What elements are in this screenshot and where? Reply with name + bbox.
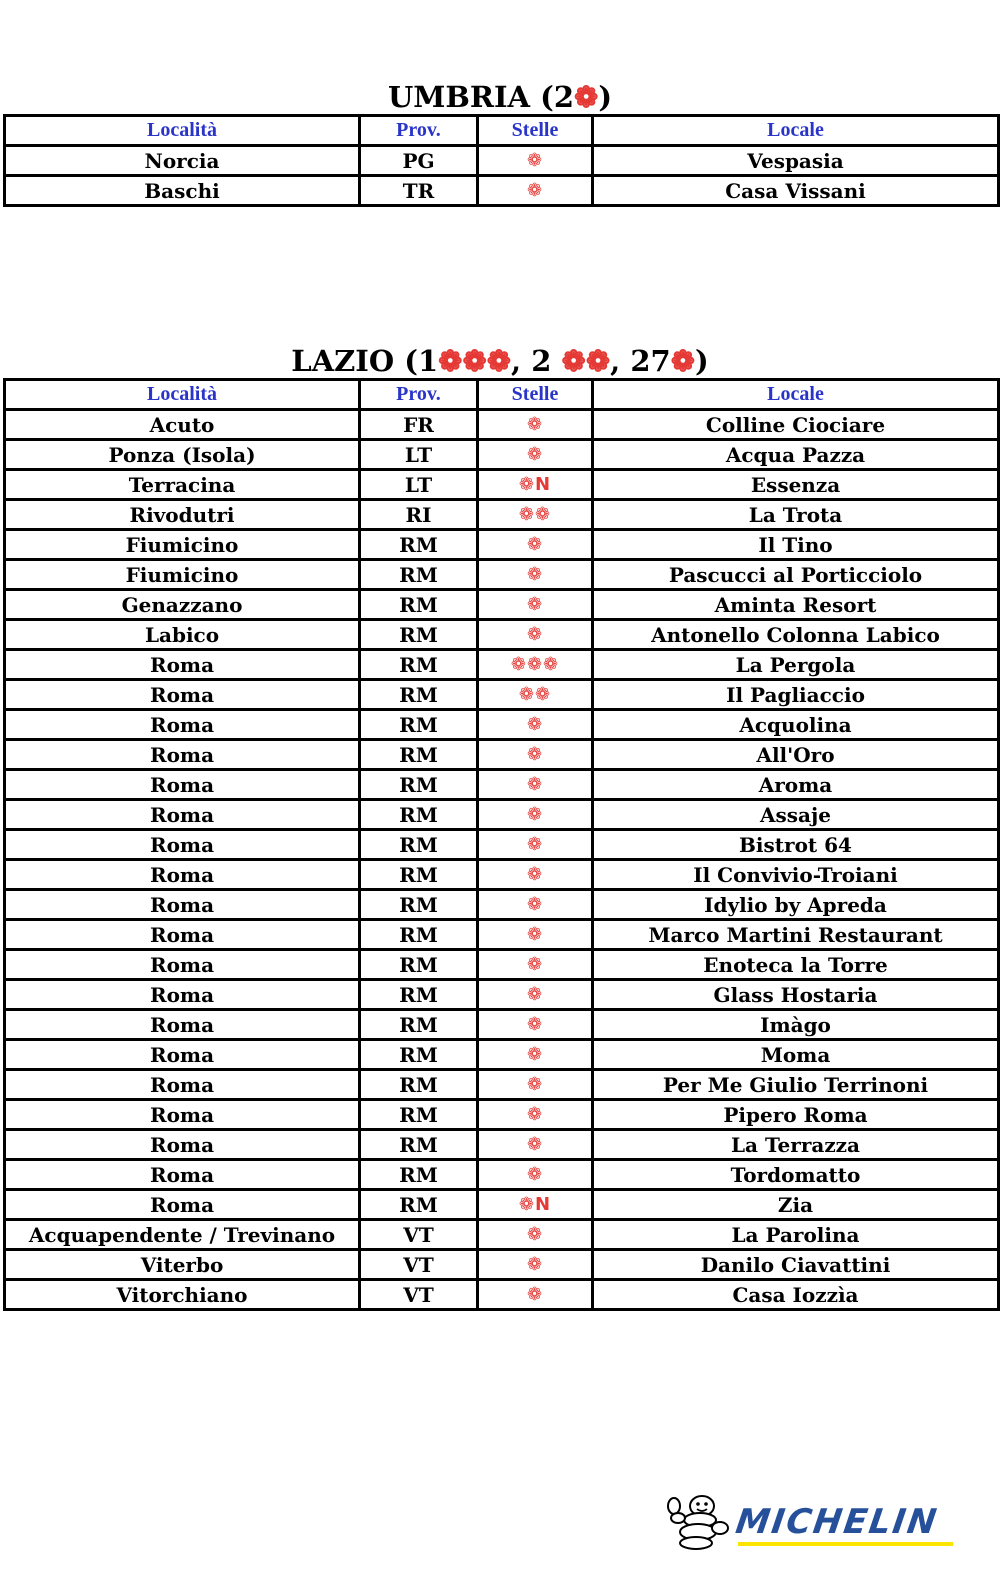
cell-prov: VT xyxy=(360,1250,478,1280)
cell-locale: La Pergola xyxy=(593,650,999,680)
cell-locale: Casa Vissani xyxy=(593,176,999,206)
cell-stelle: ❁❁❁ xyxy=(478,650,593,680)
table-row xyxy=(5,860,999,890)
cell-localita: Roma xyxy=(5,710,360,740)
cell-stelle: ❁ xyxy=(478,560,593,590)
table-row xyxy=(5,560,999,590)
table-row xyxy=(5,1070,999,1100)
cell-stelle: ❁ xyxy=(478,1280,593,1310)
cell-prov: RM xyxy=(360,530,478,560)
cell-localita: Fiumicino xyxy=(5,560,360,590)
cell-localita: Norcia xyxy=(5,146,360,176)
cell-stelle: ❁ xyxy=(478,1100,593,1130)
cell-stelle: ❁ xyxy=(478,770,593,800)
cell-stelle: ❁ xyxy=(478,176,593,206)
cell-prov: RM xyxy=(360,950,478,980)
umbria-section-title: UMBRIA (2❁) xyxy=(387,80,613,114)
table-row xyxy=(5,1100,999,1130)
cell-stelle: ❁ xyxy=(478,146,593,176)
cell-prov: RM xyxy=(360,560,478,590)
cell-prov: RM xyxy=(360,1100,478,1130)
cell-prov: RI xyxy=(360,500,478,530)
cell-localita: Rivodutri xyxy=(5,500,360,530)
cell-locale: Colline Ciociare xyxy=(593,410,999,440)
cell-stelle: ❁❁ xyxy=(478,500,593,530)
cell-localita: Roma xyxy=(5,770,360,800)
cell-stelle: ❁ xyxy=(478,710,593,740)
cell-stelle: ❁ xyxy=(478,860,593,890)
cell-localita: Roma xyxy=(5,980,360,1010)
michelin-logo xyxy=(660,1492,960,1554)
cell-locale: Glass Hostaria xyxy=(593,980,999,1010)
cell-localita: Genazzano xyxy=(5,590,360,620)
cell-localita: Baschi xyxy=(5,176,360,206)
cell-locale: Pascucci al Porticciolo xyxy=(593,560,999,590)
cell-locale: La Parolina xyxy=(593,1220,999,1250)
cell-locale: La Trota xyxy=(593,500,999,530)
header-prov: Prov. xyxy=(360,380,478,410)
table-row xyxy=(5,740,999,770)
table-row xyxy=(5,920,999,950)
table-row xyxy=(5,1280,999,1310)
table-row xyxy=(5,890,999,920)
cell-localita: Fiumicino xyxy=(5,530,360,560)
cell-stelle: ❁ xyxy=(478,590,593,620)
michelin-star-icon: ❁ xyxy=(670,344,695,378)
table-row xyxy=(5,680,999,710)
table-row xyxy=(5,650,999,680)
cell-locale: La Terrazza xyxy=(593,1130,999,1160)
cell-stelle: ❁ xyxy=(478,980,593,1010)
lazio-table xyxy=(3,378,1000,1311)
cell-localita: Roma xyxy=(5,1190,360,1220)
table-row xyxy=(5,800,999,830)
table-row xyxy=(5,440,999,470)
cell-prov: RM xyxy=(360,1160,478,1190)
michelin-wordmark: MICHELIN xyxy=(733,1502,941,1542)
table-row xyxy=(5,950,999,980)
cell-locale: Bistrot 64 xyxy=(593,830,999,860)
cell-stelle: ❁ xyxy=(478,1130,593,1160)
table-row xyxy=(5,770,999,800)
cell-prov: RM xyxy=(360,590,478,620)
cell-localita: Roma xyxy=(5,680,360,710)
table-row xyxy=(5,1040,999,1070)
cell-localita: Roma xyxy=(5,1100,360,1130)
cell-stelle: ❁ xyxy=(478,1010,593,1040)
cell-prov: RM xyxy=(360,620,478,650)
table-row xyxy=(5,620,999,650)
cell-localita: Roma xyxy=(5,1130,360,1160)
cell-localita: Vitorchiano xyxy=(5,1280,360,1310)
cell-localita: Acquapendente / Trevinano xyxy=(5,1220,360,1250)
cell-prov: RM xyxy=(360,800,478,830)
michelin-star-icon: ❁❁❁ xyxy=(438,344,512,378)
cell-prov: RM xyxy=(360,1070,478,1100)
cell-stelle: ❁ xyxy=(478,950,593,980)
cell-localita: Roma xyxy=(5,1040,360,1070)
table-row xyxy=(5,1220,999,1250)
table-row xyxy=(5,176,999,206)
cell-locale: Idylio by Apreda xyxy=(593,890,999,920)
table-row xyxy=(5,830,999,860)
table-row xyxy=(5,146,999,176)
cell-stelle: ❁N xyxy=(478,1190,593,1220)
table-row xyxy=(5,1130,999,1160)
michelin-star-icon: ❁ xyxy=(574,80,599,114)
cell-locale: Moma xyxy=(593,1040,999,1070)
cell-locale: Aminta Resort xyxy=(593,590,999,620)
table-row xyxy=(5,1250,999,1280)
header-locale: Locale xyxy=(593,116,999,146)
cell-localita: Labico xyxy=(5,620,360,650)
cell-stelle: ❁❁ xyxy=(478,680,593,710)
cell-prov: RM xyxy=(360,740,478,770)
cell-stelle: ❁ xyxy=(478,800,593,830)
cell-stelle: ❁ xyxy=(478,1070,593,1100)
cell-stelle: ❁ xyxy=(478,890,593,920)
cell-locale: Il Pagliaccio xyxy=(593,680,999,710)
cell-prov: RM xyxy=(360,980,478,1010)
cell-locale: Imàgo xyxy=(593,1010,999,1040)
cell-locale: Danilo Ciavattini xyxy=(593,1250,999,1280)
header-stelle: Stelle xyxy=(478,116,593,146)
cell-locale: Tordomatto xyxy=(593,1160,999,1190)
table-row xyxy=(5,1160,999,1190)
cell-localita: Ponza (Isola) xyxy=(5,440,360,470)
cell-prov: RM xyxy=(360,920,478,950)
cell-prov: RM xyxy=(360,680,478,710)
cell-prov: RM xyxy=(360,1130,478,1160)
cell-locale: Acqua Pazza xyxy=(593,440,999,470)
cell-localita: Terracina xyxy=(5,470,360,500)
cell-prov: FR xyxy=(360,410,478,440)
table-row xyxy=(5,710,999,740)
cell-prov: RM xyxy=(360,1040,478,1070)
cell-locale: Vespasia xyxy=(593,146,999,176)
cell-prov: LT xyxy=(360,470,478,500)
header-stelle: Stelle xyxy=(478,380,593,410)
table-header-row xyxy=(5,380,999,410)
cell-prov: TR xyxy=(360,176,478,206)
header-localita: Località xyxy=(5,116,360,146)
cell-locale: Assaje xyxy=(593,800,999,830)
table-row xyxy=(5,530,999,560)
cell-locale: Per Me Giulio Terrinoni xyxy=(593,1070,999,1100)
umbria-table xyxy=(3,114,1000,207)
cell-stelle: ❁ xyxy=(478,530,593,560)
cell-localita: Roma xyxy=(5,1070,360,1100)
cell-stelle: ❁N xyxy=(478,470,593,500)
cell-prov: LT xyxy=(360,440,478,470)
cell-prov: RM xyxy=(360,650,478,680)
cell-locale: Enoteca la Torre xyxy=(593,950,999,980)
table-row xyxy=(5,590,999,620)
cell-prov: VT xyxy=(360,1220,478,1250)
table-row xyxy=(5,500,999,530)
cell-localita: Roma xyxy=(5,740,360,770)
table-row xyxy=(5,470,999,500)
table-header-row xyxy=(5,116,999,146)
cell-prov: RM xyxy=(360,1190,478,1220)
cell-localita: Roma xyxy=(5,920,360,950)
cell-localita: Roma xyxy=(5,650,360,680)
cell-localita: Roma xyxy=(5,1160,360,1190)
table-row xyxy=(5,1190,999,1220)
cell-stelle: ❁ xyxy=(478,440,593,470)
lazio-section-title: LAZIO (1❁❁❁, 2 ❁❁, 27❁) xyxy=(291,344,709,378)
cell-stelle: ❁ xyxy=(478,1220,593,1250)
cell-locale: Il Tino xyxy=(593,530,999,560)
cell-locale: Zia xyxy=(593,1190,999,1220)
michelin-man-icon xyxy=(660,1492,734,1550)
cell-stelle: ❁ xyxy=(478,620,593,650)
cell-locale: Aroma xyxy=(593,770,999,800)
michelin-star-icon: ❁❁ xyxy=(561,344,611,378)
cell-locale: Marco Martini Restaurant xyxy=(593,920,999,950)
cell-localita: Roma xyxy=(5,890,360,920)
cell-locale: Essenza xyxy=(593,470,999,500)
cell-stelle: ❁ xyxy=(478,920,593,950)
cell-localita: Roma xyxy=(5,800,360,830)
table-row xyxy=(5,1010,999,1040)
table-row xyxy=(5,410,999,440)
cell-stelle: ❁ xyxy=(478,1250,593,1280)
header-localita: Località xyxy=(5,380,360,410)
cell-prov: PG xyxy=(360,146,478,176)
cell-localita: Roma xyxy=(5,830,360,860)
cell-stelle: ❁ xyxy=(478,740,593,770)
cell-locale: All'Oro xyxy=(593,740,999,770)
cell-locale: Pipero Roma xyxy=(593,1100,999,1130)
cell-locale: Acquolina xyxy=(593,710,999,740)
cell-locale: Il Convivio-Troiani xyxy=(593,860,999,890)
cell-stelle: ❁ xyxy=(478,1160,593,1190)
cell-stelle: ❁ xyxy=(478,1040,593,1070)
table-row xyxy=(5,980,999,1010)
cell-prov: RM xyxy=(360,710,478,740)
cell-prov: RM xyxy=(360,860,478,890)
cell-prov: RM xyxy=(360,890,478,920)
cell-localita: Acuto xyxy=(5,410,360,440)
cell-prov: RM xyxy=(360,770,478,800)
cell-locale: Casa Iozzìa xyxy=(593,1280,999,1310)
cell-localita: Roma xyxy=(5,1010,360,1040)
cell-localita: Roma xyxy=(5,950,360,980)
cell-stelle: ❁ xyxy=(478,410,593,440)
cell-locale: Antonello Colonna Labico xyxy=(593,620,999,650)
cell-localita: Roma xyxy=(5,860,360,890)
header-prov: Prov. xyxy=(360,116,478,146)
cell-prov: RM xyxy=(360,830,478,860)
logo-underline xyxy=(738,1542,953,1546)
cell-stelle: ❁ xyxy=(478,830,593,860)
cell-localita: Viterbo xyxy=(5,1250,360,1280)
cell-prov: VT xyxy=(360,1280,478,1310)
header-locale: Locale xyxy=(593,380,999,410)
cell-prov: RM xyxy=(360,1010,478,1040)
